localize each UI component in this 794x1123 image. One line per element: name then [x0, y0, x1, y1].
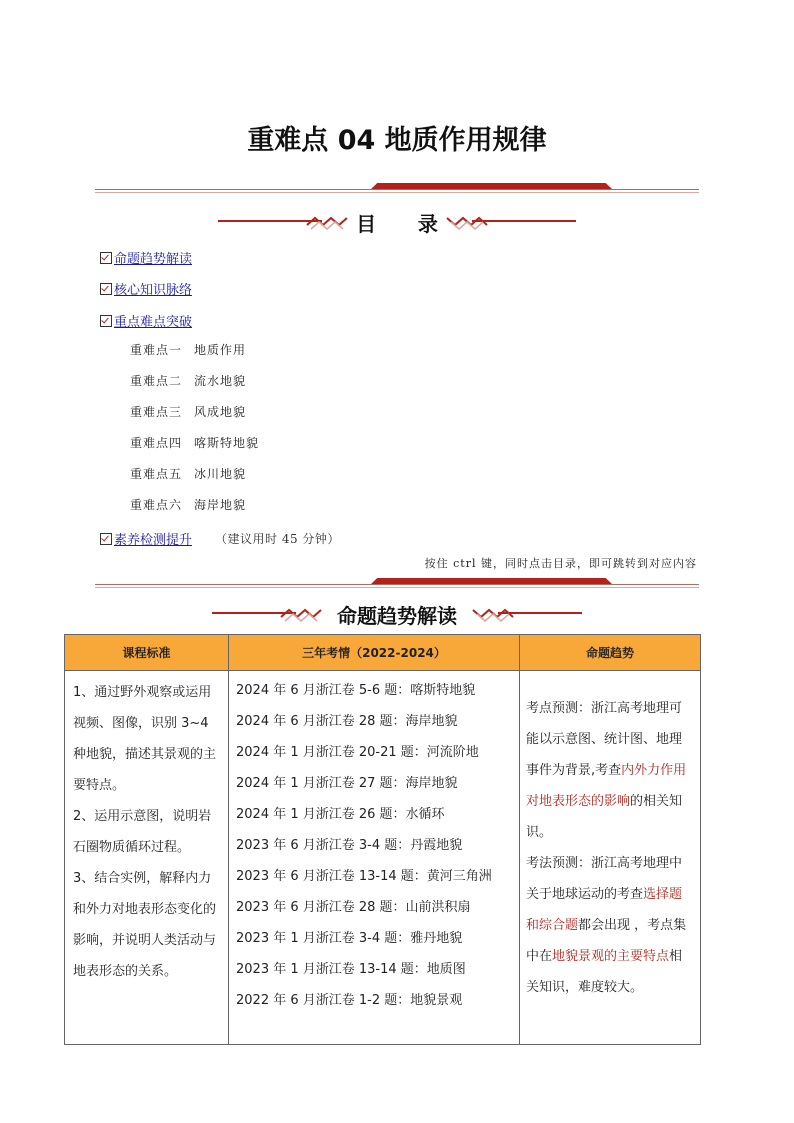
checkbox-icon: [100, 533, 112, 545]
standards-cell: [65, 671, 229, 1045]
header-trend: 命题趋势: [520, 635, 701, 671]
trend-highlight: 内外力作用对地表形态的影响: [526, 763, 687, 809]
toc-subitem-topic: 喀斯特地貌: [194, 436, 260, 450]
toc-link-label: 素养检测提升: [114, 533, 193, 548]
trend-text: 都会出现 ，考点集中在: [526, 918, 687, 964]
exam-item: 2024 年 6 月浙江卷 5-6 题：喀斯特地貌: [236, 683, 476, 698]
table-header-row: [65, 635, 701, 671]
standard-item: 2、运用示意图，说明岩石圈物质循环过程。: [73, 809, 212, 855]
toc-link-knowledge[interactable]: [100, 279, 192, 298]
toc-subitem-num: 重难点三: [130, 405, 183, 419]
trend-heading-bar: [0, 598, 794, 628]
toc-subitem-num: 重难点六: [130, 498, 183, 512]
header-standards: 课程标准: [65, 635, 229, 671]
exam-item: 2024 年 1 月浙江卷 27 题：海岸地貌: [236, 776, 458, 791]
trend-forecast: [526, 693, 692, 848]
toc-link-trend[interactable]: [100, 248, 192, 267]
toc-subitem-topic: 流水地貌: [194, 374, 247, 388]
toc-subitem-num: 重难点一: [130, 343, 183, 357]
toc-subitem-num: 重难点五: [130, 467, 183, 481]
toc-subitem-3[interactable]: [130, 403, 246, 420]
exam-item: 2023 年 1 月浙江卷 3-4 题：雅丹地貌: [236, 931, 463, 946]
toc-link-assessment[interactable]: [100, 529, 192, 548]
toc-subitem-num: 重难点四: [130, 436, 183, 450]
toc-subitem-num: 重难点二: [130, 374, 183, 388]
exam-item: 2023 年 6 月浙江卷 13-14 题：黄河三角洲: [236, 869, 492, 884]
checkbox-icon: [100, 283, 112, 295]
toc-subitem-topic: 地质作用: [194, 343, 247, 357]
header-exams: 三年考情（2022-2024）: [229, 635, 520, 671]
trend-highlight: 选择题和综合题: [526, 887, 683, 933]
exam-item: 2024 年 1 月浙江卷 26 题：水循环: [236, 807, 445, 822]
exam-item: 2024 年 1 月浙江卷 20-21 题：河流阶地: [236, 745, 479, 760]
toc-heading: 目 录: [356, 212, 438, 236]
exam-item: 2023 年 6 月浙江卷 28 题：山前洪积扇: [236, 900, 471, 915]
trend-text: 考点预测：浙江高考地理可能以示意图、统计图、地理事件为背景,考查: [526, 701, 683, 778]
toc-subitem-topic: 海岸地貌: [194, 498, 247, 512]
toc-link-label: 重点难点突破: [114, 315, 193, 330]
trend-text: 相关知识，难度较大。: [526, 949, 683, 995]
trend-table: [64, 634, 701, 1045]
toc-subitem-6[interactable]: [130, 496, 246, 513]
toc-link-label: 核心知识脉络: [114, 283, 193, 298]
checkbox-icon: [100, 315, 112, 327]
trend-heading: 命题趋势解读: [337, 604, 457, 628]
exam-item: 2024 年 6 月浙江卷 28 题：海岸地貌: [236, 714, 458, 729]
toc-heading-bar: [0, 206, 794, 236]
trend-text: 的相关知识。: [526, 794, 683, 840]
method-forecast: [526, 848, 692, 1003]
exam-item: 2022 年 6 月浙江卷 1-2 题：地貌景观: [236, 993, 463, 1008]
toc-subitem-topic: 风成地貌: [194, 405, 247, 419]
toc-divider: [95, 578, 699, 590]
title-divider: [95, 183, 699, 195]
toc-link-label: 命题趋势解读: [114, 252, 193, 267]
toc-subitem-2[interactable]: [130, 372, 246, 389]
standard-item: 3、结合实例，解释内力和外力对地表形态变化的影响，并说明人类活动与地表形态的关系。: [73, 871, 217, 979]
trend-text: 考法预测：浙江高考地理中关于地球运动的考查: [526, 856, 683, 902]
toc-subitem-1[interactable]: [130, 341, 246, 358]
toc-link-key-points[interactable]: [100, 311, 192, 330]
ctrl-click-hint: 按住 ctrl 键，同时点击目录，即可跳转到对应内容: [424, 557, 697, 570]
exam-item: 2023 年 6 月浙江卷 3-4 题：丹霞地貌: [236, 838, 463, 853]
toc-subitem-4[interactable]: [130, 434, 259, 451]
page-title: 重难点 04 地质作用规律: [247, 125, 547, 156]
trend-cell: [520, 671, 701, 1045]
trend-highlight: 地貌景观的主要特点: [552, 949, 670, 964]
checkbox-icon: [100, 252, 112, 264]
standard-item: 1、通过野外观察或运用视频、图像，识别 3~4 种地貌，描述其景观的主要特点。: [73, 685, 217, 793]
table-row: [65, 671, 701, 1045]
exam-item: 2023 年 1 月浙江卷 13-14 题：地质图: [236, 962, 466, 977]
exams-cell: [229, 671, 520, 1045]
suggested-time-note: （建议用时 45 分钟）: [215, 532, 340, 546]
toc-subitem-topic: 冰川地貌: [194, 467, 247, 481]
toc-subitem-5[interactable]: [130, 465, 246, 482]
